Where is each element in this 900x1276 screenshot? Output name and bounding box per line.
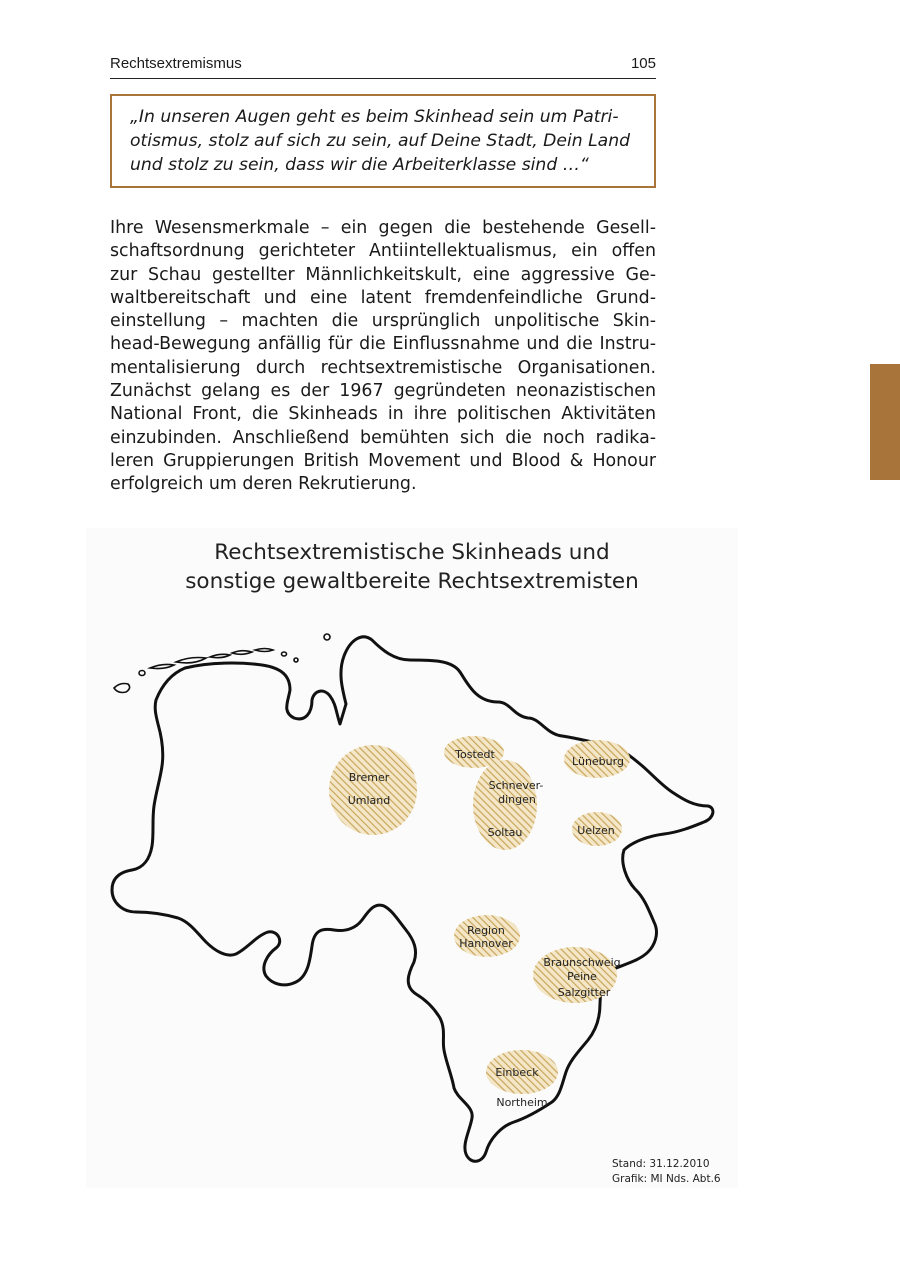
body-line: schaftsordnung gerichteter Antiintellektualismus, ein offen xyxy=(110,241,656,262)
label-schneverdingen-line1: Schnever- xyxy=(488,779,544,792)
map-credit-date: Stand: 31.12.2010 xyxy=(612,1158,710,1170)
label-soltau: Soltau xyxy=(487,826,523,839)
body-line: zur Schau gestellter Männlichkeitskult, eine aggressive Ge- xyxy=(110,264,656,285)
quote-line: und stolz zu sein, dass wir die Arbeiterklasse sind …“ xyxy=(130,155,589,175)
label-braunschweig-line2: Peine xyxy=(567,970,597,983)
label-tostedt: Tostedt xyxy=(455,748,495,761)
region-bremen-umland xyxy=(329,745,417,835)
label-bremen-line2: Umland xyxy=(347,794,391,807)
map-credit-source: Grafik: MI Nds. Abt.6 xyxy=(612,1173,721,1185)
label-hannover-line2: Hannover xyxy=(459,937,513,950)
label-northeim: Northeim xyxy=(496,1096,548,1109)
running-title: Rechtsextremismus xyxy=(110,55,242,72)
body-line: erfolgreich um deren Rekrutierung. xyxy=(110,474,417,495)
label-bremen-line1: Bremer xyxy=(348,771,390,784)
label-schneverdingen-line2: dingen xyxy=(498,793,536,806)
body-line: einstellung – machten die ursprünglich unpolitische Skin- xyxy=(110,311,656,332)
label-hannover-line1: Region xyxy=(467,924,505,937)
body-line: einzubinden. Anschließend bemühten sich die noch radika- xyxy=(110,427,656,448)
map-title-line: sonstige gewaltbereite Rechtsextremisten xyxy=(185,569,639,594)
body-line: leren Gruppierungen British Movement und Blood & Honour xyxy=(110,450,656,471)
map-title-line: Rechtsextremistische Skinheads und xyxy=(214,540,610,565)
body-line: head-Bewegung anfällig für die Einflussnahme und die Instru- xyxy=(110,334,656,355)
label-braunschweig-line3: Salzgitter xyxy=(557,986,611,999)
state-outline xyxy=(112,637,713,1161)
label-einbeck: Einbeck xyxy=(495,1066,539,1079)
label-lueneburg: Lüneburg xyxy=(572,755,624,768)
label-uelzen: Uelzen xyxy=(577,824,615,837)
label-braunschweig-line1: Braunschweig xyxy=(543,956,621,969)
body-line: Zunächst gelang es der 1967 gegründeten neonazistischen xyxy=(110,381,656,402)
body-line: National Front, die Skinheads in ihre politischen Aktivitäten xyxy=(110,404,656,425)
body-line: mentalisierung durch rechtsextremistische Organisationen. xyxy=(110,357,656,378)
page-number: 105 xyxy=(630,55,656,72)
body-line: waltbereitschaft und eine latent fremdenfeindliche Grund- xyxy=(110,287,656,308)
quote-line: otismus, stolz auf sich zu sein, auf Deine Stadt, Dein Land xyxy=(130,131,631,151)
body-line: Ihre Wesensmerkmale – ein gegen die bestehende Gesell- xyxy=(110,218,656,238)
quote-line: „In unseren Augen geht es beim Skinhead sein um Patri- xyxy=(130,107,619,127)
